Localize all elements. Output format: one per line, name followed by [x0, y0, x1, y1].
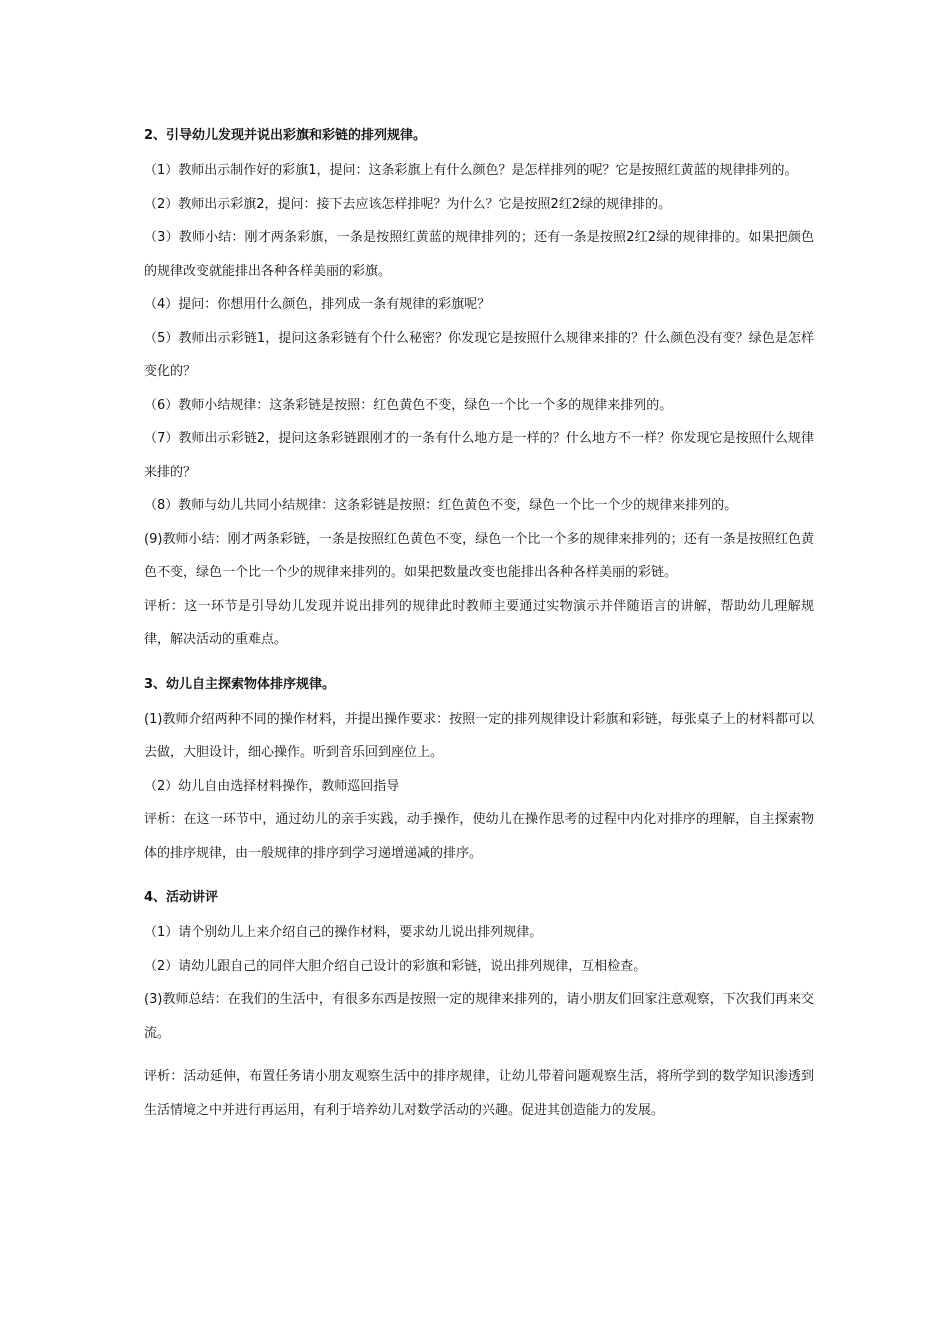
section-2-item-1: （1）教师出示制作好的彩旗1，提问：这条彩旗上有什么颜色？是怎样排列的呢？它是按照红黄蓝的规律排列的。	[144, 163, 798, 178]
section-3-heading: 3、幼儿自主探索物体排序规律。	[144, 676, 336, 692]
section-3-evaluation: 评析：在这一环节中，通过幼儿的亲手实践，动手操作，使幼儿在操作思考的过程中内化对排序的理解，自主探索物体的排序规律，由一般规律的排序到学习递增递减的排序。	[144, 812, 814, 861]
section-2-heading: 2、引导幼儿发现并说出彩旗和彩链的排列规律。	[144, 128, 427, 143]
section-3-item-2: （2）幼儿自由选择材料操作，教师巡回指导	[144, 778, 400, 794]
section-spacer	[144, 870, 814, 880]
section-spacer	[144, 1050, 814, 1060]
document-page	[144, 118, 814, 1127]
section-2-item-3: （3）教师小结：刚才两条彩旗，一条是按照红黄蓝的规律排列的；还有一条是按照2红2绿的规律排的。如果把颜色的规律改变就能排出各种各样美丽的彩旗。	[144, 230, 814, 279]
section-2-item-9: (9)教师小结：刚才两条彩链，一条是按照红色黄色不变，绿色一个比一个多的规律来排列的；还有一条是按照红色黄色不变，绿色一个比一个少的规律来排列的。如果把数量改变也能排出各种各样美丽的彩链。	[144, 531, 814, 580]
section-spacer	[144, 657, 814, 667]
section-2-item-6: （6）教师小结规律：这条彩链是按照：红色黄色不变，绿色一个比一个多的规律来排列的。	[144, 397, 673, 413]
section-4-heading: 4、活动讲评	[144, 890, 219, 905]
section-4-item-3: (3)教师总结：在我们的生活中，有很多东西是按照一定的规律来排列的，请小朋友们回家注意观察，下次我们再来交流。	[144, 992, 814, 1041]
section-2-item-7: （7）教师出示彩链2，提问这条彩链跟刚才的一条有什么地方是一样的？什么地方不一样？你发现它是按照什么规律来排的？	[144, 431, 814, 480]
section-2-evaluation: 评析：这一环节是引导幼儿发现并说出排列的规律此时教师主要通过实物演示并伴随语言的讲解，帮助幼儿理解规律，解决活动的重难点。	[144, 598, 814, 647]
section-4-item-1: （1）请个别幼儿上来介绍自己的操作材料，要求幼儿说出排列规律。	[144, 925, 543, 940]
section-2-item-2: （2）教师出示彩旗2，提问：接下去应该怎样排呢？为什么？它是按照2红2绿的规律排的。	[144, 196, 672, 212]
section-2-item-4: （4）提问：你想用什么颜色，排列成一条有规律的彩旗呢？	[144, 297, 491, 312]
section-4-evaluation: 评析：活动延伸，布置任务请小朋友观察生活中的排序规律，让幼儿带着问题观察生活，将所学到的数学知识渗透到生活情境之中并进行再运用，有利于培养幼儿对数学活动的兴趣。促进其创造能力的发展。	[144, 1069, 814, 1118]
section-2-item-8: （8）教师与幼儿共同小结规律：这条彩链是按照：红色黄色不变，绿色一个比一个少的规律来排列的。	[144, 498, 738, 513]
section-2-item-5: （5）教师出示彩链1，提问这条彩链有个什么秘密？你发现它是按照什么规律来排的？什么颜色没有变？绿色是怎样变化的？	[144, 330, 814, 379]
section-3-item-1: (1)教师介绍两种不同的操作材料，并提出操作要求：按照一定的排列规律设计彩旗和彩链，每张桌子上的材料都可以去做，大胆设计，细心操作。听到音乐回到座位上。	[144, 711, 814, 760]
section-4-item-2: （2）请幼儿跟自己的同伴大胆介绍自己设计的彩旗和彩链，说出排列规律，互相检查。	[144, 958, 647, 974]
